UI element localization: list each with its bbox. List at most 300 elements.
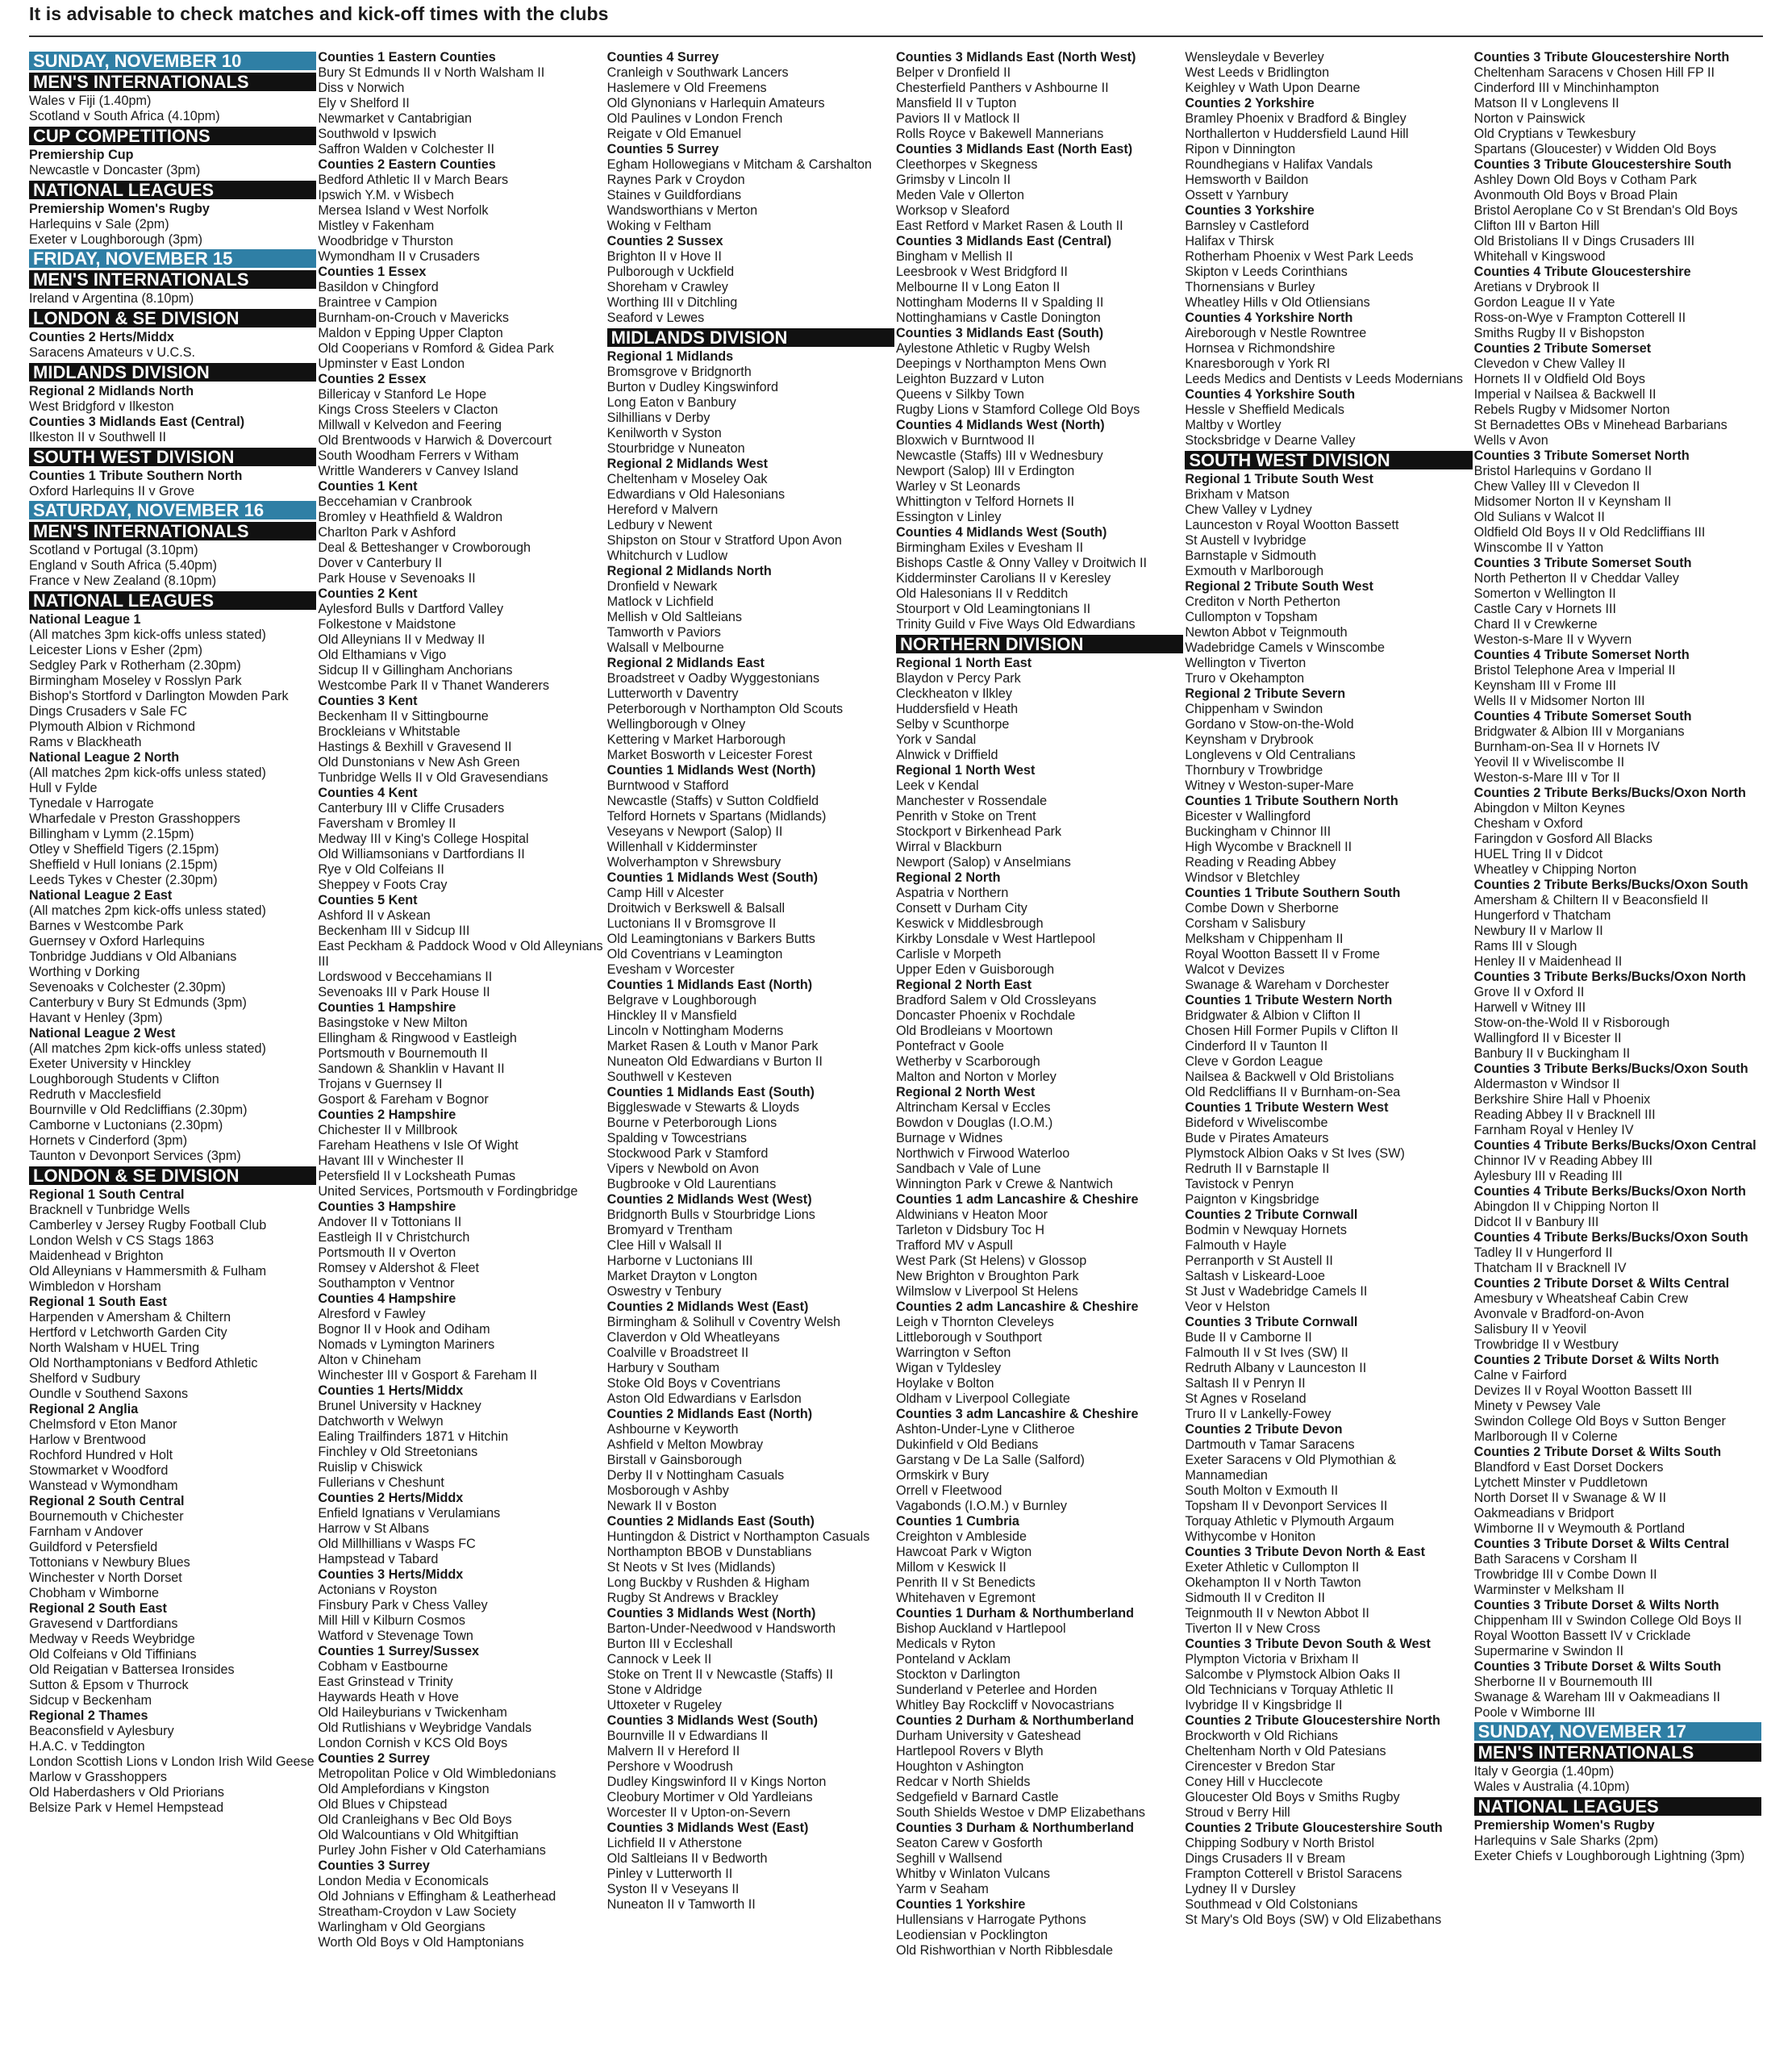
fixture-line: Winchester III v Gosport & Fareham II xyxy=(318,1368,538,1383)
fixture-line: Cirencester v Bredon Star xyxy=(1185,1759,1336,1774)
fixture-line: Coney Hill v Hucclecote xyxy=(1185,1775,1323,1789)
fixture-line: Stourport v Old Leamingtonians II xyxy=(895,602,1091,616)
fixture-line: East Retford v Market Rasen & Louth II xyxy=(895,219,1123,233)
fixture-line: Cheltenham v Moseley Oak xyxy=(606,472,768,486)
fixture-line: Charlton Park v Ashford xyxy=(318,525,456,540)
fixture-line: Worth Old Boys v Old Hamptonians xyxy=(318,1935,524,1950)
fixture-line: Barnstaple v Sidmouth xyxy=(1185,549,1317,563)
fixture-line: Saffron Walden v Colchester II xyxy=(318,142,494,156)
fixture-line: Cannock v Leek II xyxy=(606,1652,712,1667)
fixture-line: Cinderford II v Taunton II xyxy=(1185,1039,1328,1053)
fixture-line: Beckenham II v Sittingbourne xyxy=(318,709,489,724)
fixture-line: Romsey v Aldershot & Fleet xyxy=(318,1261,480,1275)
league-heading: Counties 2 Tribute Cornwall xyxy=(1185,1208,1358,1222)
league-heading: Counties 3 Tribute Berks/Bucks/Oxon South xyxy=(1473,1062,1748,1076)
fixture-line: Hessle v Sheffield Medicals xyxy=(1185,403,1344,417)
fixture-line: Bromley v Heathfield & Waldron xyxy=(318,510,503,524)
fixture-line: Bury St Edmunds II v North Walsham II xyxy=(318,65,545,80)
fixture-line: Stockton v Darlington xyxy=(895,1667,1020,1682)
fixture-line: Aldermaston v Windsor II xyxy=(1473,1077,1620,1091)
fixture-line: Dudley Kingswinford II v Kings Norton xyxy=(606,1775,827,1789)
fixture-line: Sheppey v Foots Cray xyxy=(318,878,448,892)
fixture-line: Rochford Hundred v Holt xyxy=(29,1448,173,1462)
fixture-line: Bodmin v Newquay Hornets xyxy=(1185,1223,1347,1237)
fixture-line: Durham University v Gateshead xyxy=(895,1729,1081,1743)
fixture-line: Oldfield Old Boys II v Old Redcliffians III xyxy=(1473,525,1706,540)
fixture-line: Beccehamian v Cranbrook xyxy=(318,494,473,509)
fixture-line: Old Paulines v London French xyxy=(606,111,783,126)
fixture-line: Leigh v Thornton Cleveleys xyxy=(895,1315,1054,1329)
fixture-line: Beckenham III v Sidcup III xyxy=(318,924,470,938)
league-heading: Counties 1 Tribute Southern South xyxy=(1185,886,1401,900)
league-heading: Regional 2 Tribute South West xyxy=(1185,579,1373,594)
fixture-line: Bristol Telephone Area v Imperial II xyxy=(1473,663,1676,678)
fixture-line: Havant III v Winchester II xyxy=(318,1153,465,1168)
fixture-line: Gordon League II v Yate xyxy=(1473,295,1615,310)
fixture-line: Old Dunstonians v New Ash Green xyxy=(318,755,520,770)
fixture-line: Barnes v Westcombe Park xyxy=(29,919,184,933)
fixture-line: Doncaster Phoenix v Rochdale xyxy=(895,1008,1076,1023)
fixture-line: Wigan v Tyldesley xyxy=(895,1361,1002,1375)
fixture-line: Stowmarket v Woodford xyxy=(29,1463,169,1478)
fixture-line: Chesham v Oxford xyxy=(1473,816,1583,831)
fixture-line: Rugby Lions v Stamford College Old Boys xyxy=(895,403,1140,417)
fixture-line: Old Rishworthian v North Ribblesdale xyxy=(895,1943,1113,1958)
league-heading: Counties 4 Hampshire xyxy=(318,1291,456,1306)
fixture-line: Selby v Scunthorpe xyxy=(895,717,1010,732)
fixture-line: Barton-Under-Needwood v Handsworth xyxy=(606,1621,836,1636)
fixture-line: Consett v Durham City xyxy=(895,901,1027,916)
fixture-line: Diss v Norwich xyxy=(318,81,405,95)
fixture-line: Avonmouth Old Boys v Broad Plain xyxy=(1473,188,1678,202)
fixture-line: Trowbridge II v Westbury xyxy=(1473,1337,1619,1352)
fixture-line: Long Buckby v Rushden & Higham xyxy=(606,1575,810,1590)
fixture-line: West Leeds v Bridlington xyxy=(1185,65,1330,80)
fixture-line: Newcastle v Doncaster (3pm) xyxy=(29,163,201,177)
fixture-line: Ellingham & Ringwood v Eastleigh xyxy=(318,1031,517,1045)
fixture-line: Newton Abbot v Teignmouth xyxy=(1185,625,1348,640)
fixture-line: Edwardians v Old Halesonians xyxy=(606,487,786,502)
fixture-line: Thatcham II v Bracknell IV xyxy=(1473,1261,1627,1275)
fixture-line: Taunton v Devonport Services (3pm) xyxy=(29,1149,241,1163)
fixture-line: Actonians v Royston xyxy=(318,1583,437,1597)
fixture-line: Southampton v Ventnor xyxy=(318,1276,455,1291)
fixture-line: Swanage & Wareham III v Oakmeadians II xyxy=(1473,1690,1720,1704)
league-heading: Counties 5 Surrey xyxy=(606,142,719,156)
league-heading: Regional 2 Midlands West xyxy=(606,457,769,471)
fixture-line: Wadebridge Camels v Winscombe xyxy=(1185,640,1386,655)
league-heading: Counties 1 Yorkshire xyxy=(895,1897,1026,1912)
fixture-line: Ruislip v Chiswick xyxy=(318,1460,423,1475)
fixture-line: New Brighton v Broughton Park xyxy=(895,1269,1079,1283)
fixture-line: Houghton v Ashington xyxy=(895,1759,1024,1774)
fixture-line: Huntingdon & District v Northampton Casuals xyxy=(606,1529,870,1544)
fixture-line: Bath Saracens v Corsham II xyxy=(1473,1552,1638,1566)
league-heading: Counties 2 Surrey xyxy=(318,1751,430,1766)
fixture-line: Bicester v Wallingford xyxy=(1185,809,1311,824)
fixture-line: West Park (St Helens) v Glossop xyxy=(895,1254,1087,1268)
fixture-line: South Shields Westoe v DMP Elizabethans xyxy=(895,1805,1145,1820)
fixture-line: Malvern II v Hereford II xyxy=(606,1744,740,1758)
fixtures-column-4 xyxy=(896,50,1185,2059)
fixture-line: Billericay v Stanford Le Hope xyxy=(318,387,487,402)
fixture-line: Willenhall v Kidderminster xyxy=(606,840,757,854)
league-heading: Regional 1 North West xyxy=(895,763,1036,778)
fixture-line: Spartans (Gloucester) v Widden Old Boys xyxy=(1473,142,1717,156)
fixtures-column-5 xyxy=(1185,50,1473,2059)
fixture-line: Weston-s-Mare III v Tor II xyxy=(1473,770,1620,785)
fixture-line: Finsbury Park v Chess Valley xyxy=(318,1598,488,1612)
league-heading: Counties 3 Tribute Gloucestershire South xyxy=(1473,157,1732,172)
fixture-line: Altrincham Kersal v Eccles xyxy=(895,1100,1051,1115)
league-heading: Counties 3 Tribute Devon North & East xyxy=(1185,1545,1426,1559)
fixture-line: Alresford v Fawley xyxy=(318,1307,426,1321)
fixture-line: Newcastle (Staffs) III v Wednesbury xyxy=(895,448,1103,463)
fixtures-column-6 xyxy=(1474,50,1763,2059)
fixture-line: Smiths Rugby II v Bishopston xyxy=(1473,326,1645,340)
fixture-line: Brockleians v Whitstable xyxy=(318,724,461,739)
fixture-line: Saracens Amateurs v U.C.S. xyxy=(29,345,196,360)
league-heading: Counties 2 Herts/Middx xyxy=(29,330,174,344)
fixture-line: Newcastle (Staffs) v Sutton Coldfield xyxy=(606,794,819,808)
fixtures-column-3 xyxy=(607,50,896,2059)
fixture-line: Pinley v Lutterworth II xyxy=(606,1867,733,1881)
fixture-line: (All matches 2pm kick-offs unless stated) xyxy=(29,903,266,918)
fixture-line: Thornbury v Trowbridge xyxy=(1185,763,1323,778)
league-heading: Regional 2 Midlands North xyxy=(606,564,772,578)
fixture-line: Eastleigh II v Christchurch xyxy=(318,1230,470,1245)
fixture-line: Harlow v Brentwood xyxy=(29,1433,146,1447)
fixture-line: Hastings & Bexhill v Gravesend II xyxy=(318,740,512,754)
league-heading: Counties 1 Midlands East (South) xyxy=(606,1085,815,1099)
fixture-line: Birmingham & Solihull v Coventry Welsh xyxy=(606,1315,841,1329)
fixture-line: Ashley Down Old Boys v Cotham Park xyxy=(1473,173,1697,187)
fixture-line: St Agnes v Roseland xyxy=(1185,1391,1306,1406)
fixture-line: Tynedale v Harrogate xyxy=(29,796,154,811)
fixture-line: Finchley v Old Streetonians xyxy=(318,1445,478,1459)
section-banner: LONDON & SE DIVISION xyxy=(29,1166,316,1185)
fixture-line: Southmead v Old Colstonians xyxy=(1185,1897,1358,1912)
fixture-line: Leodiensian v Pocklington xyxy=(895,1928,1048,1942)
fixture-line: Bowdon v Douglas (I.O.M.) xyxy=(895,1116,1053,1130)
fixture-line: Falmouth II v St Ives (SW) II xyxy=(1185,1345,1348,1360)
fixture-line: Matlock v Lichfield xyxy=(606,594,714,609)
fixture-line: Kenilworth v Syston xyxy=(606,426,722,440)
fixture-line: Staines v Guildfordians xyxy=(606,188,742,202)
fixture-line: Leeds Medics and Dentists v Leeds Modernians xyxy=(1185,372,1463,386)
fixture-line: Old Alleynians II v Medway II xyxy=(318,632,486,647)
fixture-line: Hemsworth v Baildon xyxy=(1185,173,1309,187)
fixture-line: Old Brentwoods v Harwich & Dovercourt xyxy=(318,433,552,448)
fixture-line: Trinity Guild v Five Ways Old Edwardians xyxy=(895,617,1136,632)
league-heading: Regional 1 South East xyxy=(29,1295,167,1309)
fixture-line: Mill Hill v Kilburn Cosmos xyxy=(318,1613,465,1628)
league-heading: Counties 1 Tribute Southern North xyxy=(29,469,243,483)
fixture-line: Old Coventrians v Leamington xyxy=(606,947,783,962)
fixture-line: Old Williamsonians v Dartfordians II xyxy=(318,847,525,861)
section-banner: MIDLANDS DIVISION xyxy=(607,328,894,347)
fixture-line: Oxford Harlequins II v Grove xyxy=(29,484,195,499)
fixture-line: Hoylake v Bolton xyxy=(895,1376,994,1391)
fixture-line: Peterborough v Northampton Old Scouts xyxy=(606,702,844,716)
fixture-line: Yarm v Seaham xyxy=(895,1882,989,1896)
fixture-line: Roundhegians v Halifax Vandals xyxy=(1185,157,1373,172)
league-heading: Regional 2 North West xyxy=(895,1085,1036,1099)
league-heading: Counties 2 Midlands West (West) xyxy=(606,1192,812,1207)
fixture-line: Hornets II v Oldfield Old Boys xyxy=(1473,372,1645,386)
section-banner: CUP COMPETITIONS xyxy=(29,127,316,145)
fixture-line: Salisbury II v Yeovil xyxy=(1473,1322,1587,1337)
fixture-line: Leesbrook v West Bridgford II xyxy=(895,265,1068,279)
fixture-line: Wirral v Blackburn xyxy=(895,840,1002,854)
fixture-line: Old Haileyburians v Twickenham xyxy=(318,1705,507,1720)
fixture-line: Haywards Heath v Hove xyxy=(318,1690,459,1704)
league-heading: Counties 4 Yorkshire South xyxy=(1185,387,1356,402)
fixture-line: Veseyans v Newport (Salop) II xyxy=(606,824,783,839)
fixture-line: Oundle v Southend Saxons xyxy=(29,1387,189,1401)
fixture-line: Stoke Old Boys v Coventrians xyxy=(606,1376,781,1391)
fixture-line: Chobham v Wimborne xyxy=(29,1586,160,1600)
fixture-line: Rotherham Phoenix v West Park Leeds xyxy=(1185,249,1414,264)
fixture-line: Ely v Shelford II xyxy=(318,96,410,111)
fixture-line: Farnham v Andover xyxy=(29,1525,144,1539)
fixture-line: Rolls Royce v Bakewell Mannerians xyxy=(895,127,1104,141)
fixture-line: Wetherby v Scarborough xyxy=(895,1054,1040,1069)
fixture-line: Burton v Dudley Kingswinford xyxy=(606,380,778,394)
fixture-line: Mosborough v Ashby xyxy=(606,1483,729,1498)
fixture-line: Crediton v North Petherton xyxy=(1185,594,1340,609)
fixture-line: United Services, Portsmouth v Fordingbridge xyxy=(318,1184,578,1199)
fixture-line: Old Cranleighans v Bec Old Boys xyxy=(318,1813,512,1827)
league-heading: Counties 3 Midlands West (North) xyxy=(606,1606,816,1621)
fixture-line: Tavistock v Penryn xyxy=(1185,1177,1294,1191)
fixture-line: London Scottish Lions v London Irish Wild Geese xyxy=(29,1754,315,1769)
fixture-line: Perranporth v St Austell II xyxy=(1185,1254,1333,1268)
fixture-line: Cinderford III v Minchinhampton xyxy=(1473,81,1660,95)
fixture-line: Newport (Salop) III v Erdington xyxy=(895,464,1075,478)
fixture-line: Newmarket v Cantabrigian xyxy=(318,111,473,126)
fixture-line: Maldon v Epping Upper Clapton xyxy=(318,326,503,340)
fixture-line: Aretians v Drybrook II xyxy=(1473,280,1600,294)
fixture-line: Littleborough v Southport xyxy=(895,1330,1042,1345)
fixture-line: Market Rasen & Louth v Manor Park xyxy=(606,1039,819,1053)
fixture-line: Sidcup v Beckenham xyxy=(29,1693,152,1708)
fixture-line: Blaydon v Percy Park xyxy=(895,671,1021,686)
fixture-line: Ossett v Yarnbury xyxy=(1185,188,1289,202)
fixture-line: Streatham-Croydon v Law Society xyxy=(318,1904,516,1919)
fixture-line: Harpenden v Amersham & Chiltern xyxy=(29,1310,231,1325)
league-heading: Counties 2 Tribute Dorset & Wilts North xyxy=(1473,1353,1719,1367)
league-heading: Counties 4 Midlands West (North) xyxy=(895,418,1105,432)
fixture-line: Old Rutlishians v Weybridge Vandals xyxy=(318,1721,532,1735)
league-heading: Premiership Women's Rugby xyxy=(1473,1818,1655,1833)
fixture-line: East Peckham & Paddock Wood v Old Alleynians III xyxy=(318,939,603,969)
league-heading: National League 2 North xyxy=(29,750,180,765)
section-banner: NATIONAL LEAGUES xyxy=(1474,1797,1761,1816)
fixture-line: Maidenhead v Brighton xyxy=(29,1249,164,1263)
fixture-line: Spalding v Towcestrians xyxy=(606,1131,748,1145)
league-heading: Counties 3 Midlands East (Central) xyxy=(895,234,1112,248)
league-heading: Counties 2 Tribute Dorset & Wilts South xyxy=(1473,1445,1722,1459)
fixture-line: Paignton v Kingsbridge xyxy=(1185,1192,1319,1207)
fixture-line: Aspatria v Northern xyxy=(895,886,1009,900)
league-heading: Regional 2 North East xyxy=(895,978,1032,992)
fixture-line: Plymouth Albion v Richmond xyxy=(29,720,196,734)
fixture-line: Writtle Wanderers v Canvey Island xyxy=(318,464,519,478)
section-banner: SOUTH WEST DIVISION xyxy=(1185,451,1472,469)
fixture-line: Biggleswade v Stewarts & Lloyds xyxy=(606,1100,800,1115)
fixture-line: Oswestry v Tenbury xyxy=(606,1284,722,1299)
fixtures-columns xyxy=(29,50,1763,2059)
fixture-line: Old Glynonians v Harlequin Amateurs xyxy=(606,96,825,111)
league-heading: Regional 2 Tribute Severn xyxy=(1185,686,1346,701)
fixture-line: Stroud v Berry Hill xyxy=(1185,1805,1290,1820)
fixture-line: Queens v Silkby Town xyxy=(895,387,1024,402)
fixture-line: Trafford MV v Aspull xyxy=(895,1238,1013,1253)
fixture-line: Old Northamptonians v Bedford Athletic xyxy=(29,1356,258,1370)
fixture-line: Basingstoke v New Milton xyxy=(318,1016,468,1030)
fixture-line: Camberley v Jersey Rugby Football Club xyxy=(29,1218,267,1233)
fixture-line: Harwell v Witney III xyxy=(1473,1000,1586,1015)
fixture-line: Leighton Buzzard v Luton xyxy=(895,372,1044,386)
fixture-line: Calne v Fairford xyxy=(1473,1368,1567,1383)
fixture-line: Bristol Harlequins v Gordano II xyxy=(1473,464,1652,478)
fixture-line: Sandown & Shanklin v Havant II xyxy=(318,1062,505,1076)
league-heading: Counties 3 Midlands West (East) xyxy=(606,1821,809,1835)
fixture-line: Skipton v Leeds Corinthians xyxy=(1185,265,1348,279)
fixture-line: Old Amplefordians v Kingston xyxy=(318,1782,490,1796)
fixture-line: Royal Wootton Bassett II v Frome xyxy=(1185,947,1381,962)
fixture-line: Reading Abbey II v Bracknell III xyxy=(1473,1108,1656,1122)
fixture-line: Nomads v Lymington Mariners xyxy=(318,1337,495,1352)
fixture-line: Dartmouth v Tamar Saracens xyxy=(1185,1437,1355,1452)
fixture-line: Keynsham III v Frome III xyxy=(1473,678,1616,693)
league-heading: Counties 3 Surrey xyxy=(318,1858,430,1873)
fixture-line: London Welsh v CS Stags 1863 xyxy=(29,1233,215,1248)
fixture-line: Raynes Park v Croydon xyxy=(606,173,745,187)
fixture-line: Veor v Helston xyxy=(1185,1299,1270,1314)
fixture-line: Watford v Stevenage Town xyxy=(318,1629,473,1643)
fixture-line: Cheltenham Saracens v Chosen Hill FP II xyxy=(1473,65,1715,80)
fixture-line: Stone v Aldridge xyxy=(606,1683,702,1697)
fixture-line: Withycombe v Honiton xyxy=(1185,1529,1316,1544)
fixture-line: Stourbridge v Nuneaton xyxy=(606,441,745,456)
advisory-note: It is advisable to check matches and kick-off times with the clubs xyxy=(29,3,609,24)
fixture-line: Trowbridge III v Combe Down II xyxy=(1473,1567,1657,1582)
fixture-line: Sidmouth II v Crediton II xyxy=(1185,1591,1325,1605)
fixture-line: Kidderminster Carolians II v Keresley xyxy=(895,571,1111,586)
fixture-line: West Bridgford v Ilkeston xyxy=(29,399,174,414)
league-heading: Counties 1 Tribute Western North xyxy=(1185,993,1393,1007)
fixture-line: Essington v Linley xyxy=(895,510,1002,524)
fixture-line: Brunel University v Hackney xyxy=(318,1399,481,1413)
fixture-line: Ilkeston II v Southwell II xyxy=(29,430,167,444)
fixture-line: Medway v Reeds Weybridge xyxy=(29,1632,195,1646)
fixture-line: Braintree v Campion xyxy=(318,295,437,310)
fixture-line: Matson II v Longlevens II xyxy=(1473,96,1619,111)
fixtures-column-2 xyxy=(318,50,606,2059)
league-heading: Regional 2 Thames xyxy=(29,1708,148,1723)
fixture-line: Keynsham v Drybrook xyxy=(1185,732,1314,747)
fixture-line: Nuneaton Old Edwardians v Burton II xyxy=(606,1054,823,1069)
fixture-line: Bishop Auckland v Hartlepool xyxy=(895,1621,1066,1636)
league-heading: Counties 2 Tribute Berks/Bucks/Oxon North xyxy=(1473,786,1746,800)
fixture-line: Seaton Carew v Gosforth xyxy=(895,1836,1043,1850)
fixture-line: Cobham v Eastbourne xyxy=(318,1659,448,1674)
fixture-line: Southwold v Ipswich xyxy=(318,127,436,141)
fixture-line: Bognor II v Hook and Odiham xyxy=(318,1322,490,1337)
fixture-line: Tunbridge Wells II v Old Gravesendians xyxy=(318,770,548,785)
fixture-line: Luctonians II v Bromsgrove II xyxy=(606,916,777,931)
fixture-line: Bracknell v Tunbridge Wells xyxy=(29,1203,190,1217)
fixture-line: Dings Crusaders v Sale FC xyxy=(29,704,188,719)
fixture-line: Clifton III v Barton Hill xyxy=(1473,219,1600,233)
fixture-line: Wheatley Hills v Old Otliensians xyxy=(1185,295,1370,310)
fixture-line: Aldwinians v Heaton Moor xyxy=(895,1208,1048,1222)
fixture-line: Upper Eden v Guisborough xyxy=(895,962,1055,977)
fixture-line: Deepings v Northampton Mens Own xyxy=(895,357,1106,371)
fixture-line: Wimborne II v Weymouth & Portland xyxy=(1473,1521,1686,1536)
league-heading: Counties 3 Midlands East (North East) xyxy=(895,142,1133,156)
fixture-line: Cleethorpes v Skegness xyxy=(895,157,1038,172)
fixture-line: Keswick v Middlesbrough xyxy=(895,916,1044,931)
fixture-line: Exeter Saracens v Old Plymothian & Mannamedian xyxy=(1185,1453,1397,1483)
league-heading: Counties 3 Midlands East (South) xyxy=(895,326,1104,340)
fixture-line: Okehampton II v North Tawton xyxy=(1185,1575,1361,1590)
fixture-line: Old Reigatian v Battersea Ironsides xyxy=(29,1662,235,1677)
fixture-line: Sherborne II v Bournemouth III xyxy=(1473,1675,1652,1689)
fixture-line: Bingham v Mellish II xyxy=(895,249,1013,264)
league-heading: Counties 3 Tribute Dorset & Wilts Central xyxy=(1473,1537,1730,1551)
fixture-line: Abingdon v Milton Keynes xyxy=(1473,801,1625,816)
fixture-line: Sevenoaks III v Park House II xyxy=(318,985,490,999)
fixture-line: Truro II v Lankelly-Fowey xyxy=(1185,1407,1331,1421)
fixture-line: Lutterworth v Daventry xyxy=(606,686,739,701)
fixture-line: Ashton-Under-Lyne v Clitheroe xyxy=(895,1422,1075,1437)
fixture-line: Cullompton v Topsham xyxy=(1185,610,1318,624)
date-banner: SUNDAY, NOVEMBER 10 xyxy=(29,52,316,70)
league-heading: Counties 1 Durham & Northumberland xyxy=(895,1606,1134,1621)
fixture-line: Telford Hornets v Spartans (Midlands) xyxy=(606,809,827,824)
section-banner: MEN'S INTERNATIONALS xyxy=(29,270,316,289)
fixture-line: Shelford v Sudbury xyxy=(29,1371,140,1386)
fixture-line: Sutton & Epsom v Thurrock xyxy=(29,1678,189,1692)
fixture-line: Carlisle v Morpeth xyxy=(895,947,1002,962)
fixture-line: Wells II v Midsomer Norton III xyxy=(1473,694,1645,708)
fixture-line: Ledbury v Newent xyxy=(606,518,713,532)
section-banner: MEN'S INTERNATIONALS xyxy=(29,522,316,540)
league-heading: Premiership Women's Rugby xyxy=(29,202,210,216)
fixture-line: Old Alleynians v Hammersmith & Fulham xyxy=(29,1264,267,1279)
fixture-line: Enfield Ignatians v Verulamians xyxy=(318,1506,501,1521)
fixture-line: Northwich v Firwood Waterloo xyxy=(895,1146,1070,1161)
fixture-line: Bristol Aeroplane Co v St Brendan's Old Boys xyxy=(1473,203,1738,218)
fixture-line: Winchester v North Dorset xyxy=(29,1571,182,1585)
fixture-line: Newport (Salop) v Anselmians xyxy=(895,855,1071,870)
header-rule xyxy=(29,35,1763,37)
league-heading: Counties 2 Tribute Gloucestershire North xyxy=(1185,1713,1440,1728)
fixture-line: Hertford v Letchworth Garden City xyxy=(29,1325,227,1340)
fixture-line: Lordswood v Beccehamians II xyxy=(318,970,493,984)
fixture-line: Metropolitan Police v Old Wimbledonians xyxy=(318,1767,556,1781)
fixture-line: Kettering v Market Harborough xyxy=(606,732,786,747)
league-heading: Counties 1 Midlands West (South) xyxy=(606,870,819,885)
fixture-line: Medicals v Ryton xyxy=(895,1637,996,1651)
league-heading: Counties 3 Tribute Somerset North xyxy=(1473,448,1690,463)
league-heading: Counties 3 Tribute Dorset & Wilts North xyxy=(1473,1598,1719,1612)
fixture-line: Whitehall v Kingswood xyxy=(1473,249,1606,264)
fixture-line: Birmingham Exiles v Evesham II xyxy=(895,540,1084,555)
